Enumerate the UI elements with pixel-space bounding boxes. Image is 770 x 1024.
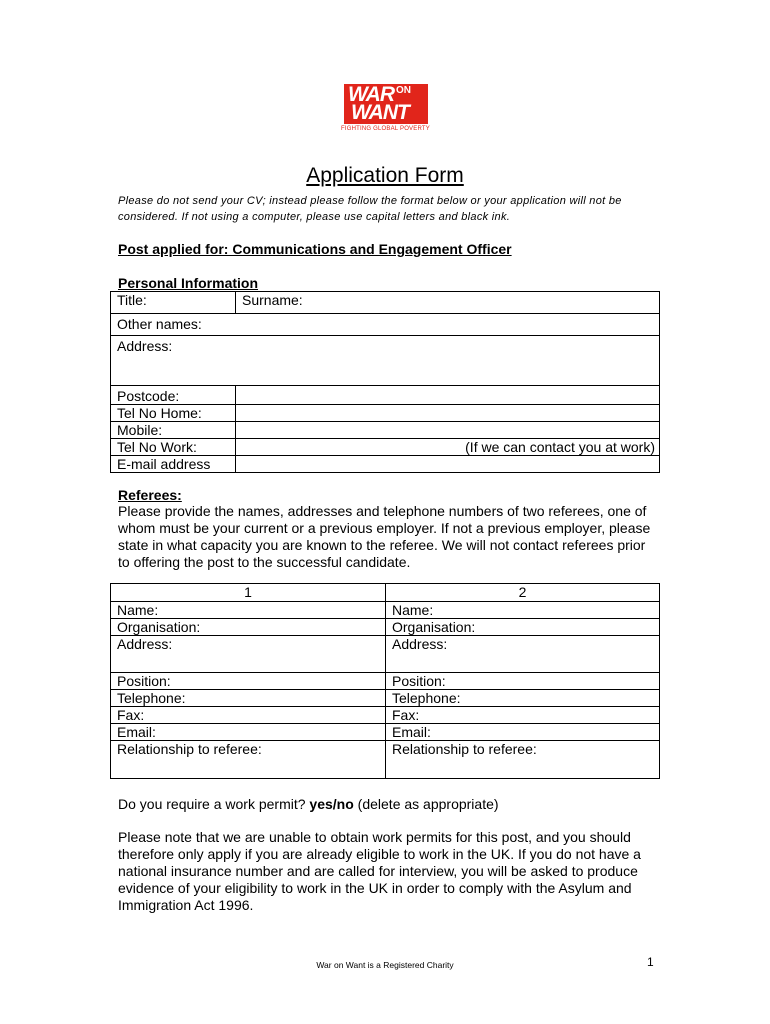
referee-1-header: 1 [111, 584, 386, 602]
permit-answer[interactable]: yes/no [309, 796, 354, 812]
referee-1-relationship[interactable] [111, 741, 386, 779]
name-label: Name: [117, 602, 159, 618]
relationship-label: Relationship to referee: [117, 741, 262, 757]
referee-2-fax[interactable] [386, 707, 660, 724]
page-title: Application Form [306, 164, 464, 187]
referee-1-telephone[interactable] [111, 690, 386, 707]
surname-field[interactable] [236, 292, 660, 314]
tel-work-field[interactable] [236, 439, 660, 456]
referee-1-organisation[interactable] [111, 619, 386, 636]
referee-2-relationship[interactable] [386, 741, 660, 779]
fax-label: Fax: [117, 707, 145, 723]
logo-want-text: WANT [351, 101, 409, 124]
permit-hint: (delete as appropriate) [353, 796, 499, 812]
address-label: Address: [392, 636, 448, 652]
telephone-label: Telephone: [392, 690, 461, 706]
address-label: Address: [117, 636, 173, 652]
postcode-label: Postcode: [117, 388, 180, 404]
logo-on-text: ON [396, 85, 411, 96]
organisation-label: Organisation: [117, 619, 201, 635]
mobile-field[interactable] [236, 422, 660, 439]
intro-text: Please do not send your CV; instead please follow the format below or your application will not be considered. If not using a computer, please use capital letters and black ink. [118, 195, 622, 223]
postcode-field[interactable] [236, 386, 660, 405]
tel-work-note: (If we can contact you at work) [465, 439, 655, 455]
address-label: Address: [117, 338, 173, 354]
email-label: Email: [392, 724, 431, 740]
referee-2-organisation[interactable] [386, 619, 660, 636]
referees-table [110, 583, 660, 779]
telephone-label: Telephone: [117, 690, 186, 706]
email-label: E-mail address [117, 456, 211, 472]
referee-2-header: 2 [386, 584, 660, 602]
work-permit-question [118, 796, 499, 812]
referee-1-position[interactable] [111, 673, 386, 690]
mobile-label: Mobile: [117, 422, 163, 438]
name-label: Name: [392, 602, 434, 618]
email-field[interactable] [236, 456, 660, 473]
tel-work-label: Tel No Work: [117, 439, 197, 455]
tel-home-label: Tel No Home: [117, 405, 202, 421]
address-field[interactable] [111, 336, 660, 386]
position-label: Position: [117, 673, 171, 689]
page-number: 1 [647, 955, 654, 969]
relationship-label: Relationship to referee: [392, 741, 537, 757]
logo-tagline: FIGHTING GLOBAL POVERTY [341, 126, 430, 132]
personal-heading: Personal Information [118, 275, 259, 291]
email-label: Email: [117, 724, 156, 740]
footer-text: War on Want is a Registered Charity [316, 960, 454, 970]
referee-2-position[interactable] [386, 673, 660, 690]
referee-1-email[interactable] [111, 724, 386, 741]
referee-1-name[interactable] [111, 602, 386, 619]
referees-heading: Referees: [118, 487, 182, 503]
title-field[interactable] [111, 292, 236, 314]
title-label: Title: [117, 292, 147, 308]
referee-1-fax[interactable] [111, 707, 386, 724]
tel-home-field[interactable] [236, 405, 660, 422]
referee-2-name[interactable] [386, 602, 660, 619]
permit-question: Do you require a work permit? [118, 796, 310, 812]
referee-2-telephone[interactable] [386, 690, 660, 707]
personal-info-table [110, 291, 660, 473]
referee-2-email[interactable] [386, 724, 660, 741]
other-names-field[interactable] [111, 314, 660, 336]
work-permit-note: Please note that we are unable to obtain work permits for this post, and you should therefore only apply if you are already eligible to work in the UK. If you do not have a national insurance number and are called for interview, you will be asked to produce evidence of your eligibility to work in the UK in order to comply with the Asylum and Immigration Act 1996. [118, 829, 641, 913]
referee-1-address[interactable] [111, 636, 386, 673]
position-label: Position: [392, 673, 446, 689]
fax-label: Fax: [392, 707, 420, 723]
organisation-label: Organisation: [392, 619, 476, 635]
surname-label: Surname: [242, 292, 303, 308]
post-applied: Post applied for: Communications and Engagement Officer [118, 241, 512, 257]
logo-war-text: WAR [348, 83, 394, 106]
referee-2-address[interactable] [386, 636, 660, 673]
other-names-label: Other names: [117, 316, 202, 332]
referees-text: Please provide the names, addresses and telephone numbers of two referees, one of whom must be your current or a previous employer. If not a previous employer, please state in what capacity you are known to the referee. We will not contact referees prior to offering the post to the successful candidate. [118, 503, 651, 570]
